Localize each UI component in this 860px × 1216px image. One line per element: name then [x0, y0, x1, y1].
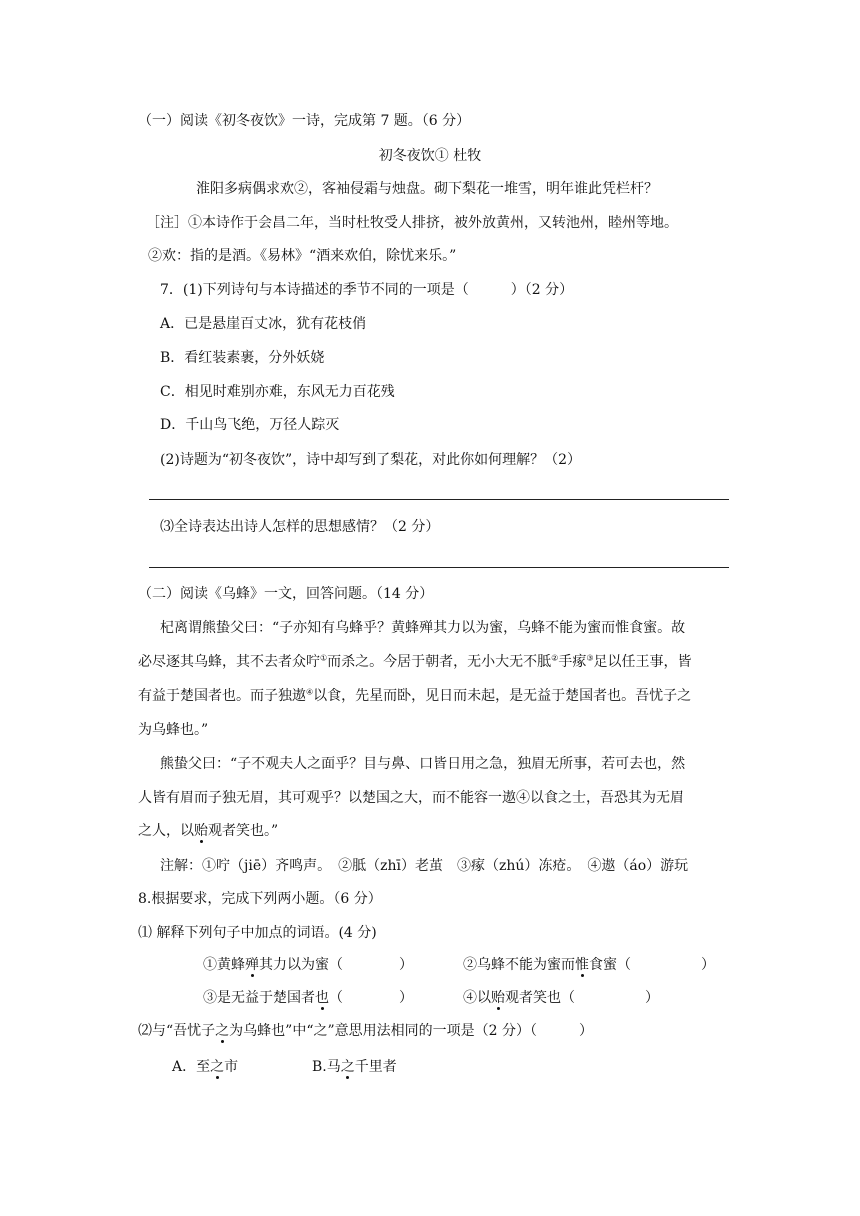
- question-7-1: 7．(1)下列诗句与本诗描述的季节不同的一项是（ ）（2 分）: [160, 282, 574, 298]
- choice-a: A．至之市: [172, 1059, 239, 1075]
- option-c: C．相见时难别亦难，东风无力百花残: [160, 384, 395, 400]
- poem-title: 初冬夜饮① 杜牧: [378, 148, 482, 164]
- question-7-3: ⑶全诗表达出诗人怎样的思想感情？（2 分）: [160, 519, 440, 535]
- answer-line-2: [149, 567, 729, 568]
- passage-p1-line4: 为乌蜂也。”: [138, 722, 209, 738]
- choice-b: B.马之千里者: [312, 1059, 397, 1075]
- poem-body: 淮阳多病偶求欢②，客袖侵霜与烛盘。砌下梨花一堆雪，明年谁此凭栏杆？: [196, 181, 658, 197]
- item-3: ③是无益于楚国者也（ ）: [203, 990, 413, 1006]
- passage-p1-line3: 有益于楚国者也。而子独遨④以食，先星而卧，见日而未起，是无益于楚国者也。吾忧子之: [138, 687, 692, 704]
- section1-intro: （一）阅读《初冬夜饮》一诗，完成第 7 题。（6 分）: [138, 113, 471, 129]
- item-1: ①黄蜂殚其力以为蜜（ ）: [203, 957, 413, 973]
- passage-p2-line1: 熊蛰父曰：“子不观夫人之面乎？目与鼻、口皆日用之急，独眉无所事，若可去也，然: [160, 756, 686, 772]
- passage-p2-line2: 人皆有眉而子独无眉，其可观乎？以楚国之大，而不能容一遨④以食之士，吾恐其为无眉: [138, 790, 684, 806]
- poem-note-2: ②欢：指的是酒。《易林》“酒来欢伯，除忧来乐。”: [148, 248, 457, 264]
- item-2: ②乌蜂不能为蜜而惟食蜜（ ）: [463, 957, 715, 973]
- footnote: 注解：①咛（jiē）齐鸣声。 ②胝（zhī）老茧 ③瘃（zhú）冻疮。 ④遨（áo）游玩: [160, 858, 689, 874]
- poem-note-1: ［注］①本诗作于会昌二年，当时杜牧受人排挤，被外放黄州，又转池州，睦州等地。: [146, 215, 678, 231]
- option-b: B．看红装素裹，分外妖娆: [160, 350, 325, 366]
- option-a: A．已是悬崖百丈冰，犹有花枝俏: [160, 316, 367, 332]
- question-8-1: ⑴ 解释下列句子中加点的词语。(4 分): [138, 925, 377, 941]
- section2-intro: （二）阅读《乌蜂》一文，回答问题。（14 分）: [138, 586, 434, 602]
- item-4: ④以贻观者笑也（ ）: [463, 990, 659, 1006]
- passage-p1-line1: 杞离谓熊蛰父曰：“子亦知有乌蜂乎？黄蜂殚其力以为蜜，乌蜂不能为蜜而惟食蜜。故: [160, 620, 686, 636]
- option-d: D．千山鸟飞绝，万径人踪灭: [160, 417, 340, 433]
- passage-p2-line3: 之人，以贻观者笑也。”: [138, 823, 279, 839]
- passage-p1-line2: 必尽逐其乌蜂，其不去者众咛①而杀之。今居于朝者，无小大无不胝②手瘃③足以任王事，皆: [138, 653, 692, 670]
- question-8-2: ⑵与“吾忧子之为乌蜂也”中“之”意思用法相同的一项是（2 分）（ ）: [138, 1023, 593, 1039]
- answer-line-1: [149, 499, 729, 500]
- question-8: 8.根据要求，完成下列两小题。（6 分）: [138, 891, 382, 907]
- question-7-2: (2)诗题为“初冬夜饮”，诗中却写到了梨花，对此你如何理解？（2）: [160, 452, 582, 468]
